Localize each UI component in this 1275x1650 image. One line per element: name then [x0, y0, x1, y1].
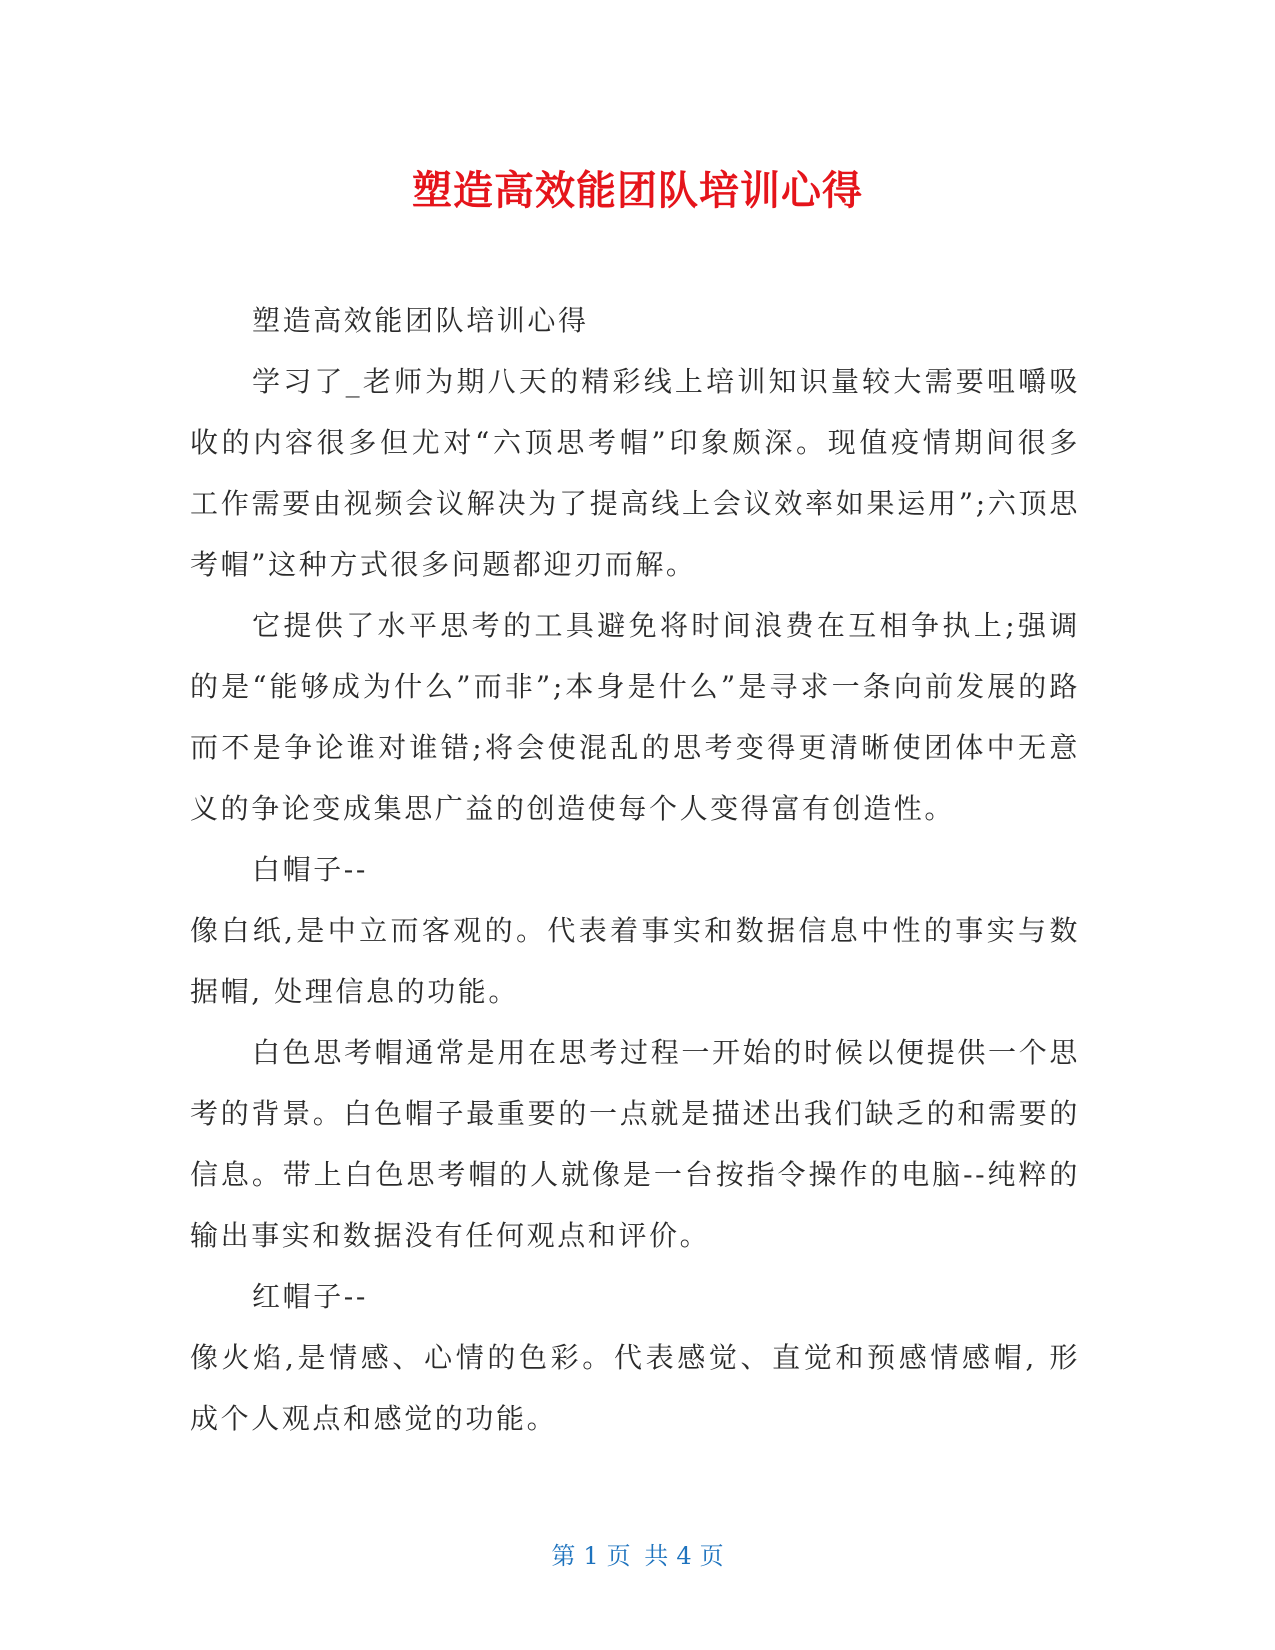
document-title: 塑造高效能团队培训心得	[412, 168, 863, 214]
page-number-footer	[0, 1540, 1275, 1572]
paragraph-white-hat-usage: 白色思考帽通常是用在思考过程一开始的时候以便提供一个思考的背景。白色帽子最重要的一点就是描述出我们缺乏的和需要的信息。带上白色思考帽的人就像是一台按指令操作的电脑--纯粹的输出事实和数据没有任何观点和评价。	[190, 1036, 1080, 1252]
footer-mid: 页 共	[606, 1542, 669, 1570]
paragraph-method: 它提供了水平思考的工具避免将时间浪费在互相争执上;强调的是“能够成为什么”而非”;本身是什么”是寻求一条向前发展的路而不是争论谁对谁错;将会使混乱的思考变得更清晰使团体中无意义的争论变成集思广益的创造使每个人变得富有创造性。	[190, 609, 1080, 825]
footer-suffix: 页	[699, 1542, 724, 1570]
footer-prefix: 第	[551, 1542, 576, 1570]
paragraph-red-hat-heading: 红帽子--	[252, 1280, 368, 1313]
paragraph-intro: 学习了_老师为期八天的精彩线上培训知识量较大需要咀嚼吸收的内容很多但尤对“六顶思考帽”印象颇深。现值疫情期间很多工作需要由视频会议解决为了提高线上会议效率如果运用”;六顶思考帽”这种方式很多问题都迎刃而解。	[190, 365, 1080, 581]
paragraph-white-hat-heading: 白帽子--	[252, 853, 368, 886]
document-body	[190, 290, 1080, 1449]
footer-current-page: 1	[583, 1542, 599, 1570]
footer-total-pages: 4	[676, 1542, 692, 1570]
paragraph-white-hat-desc: 像白纸,是中立而客观的。代表着事实和数据信息中性的事实与数据帽, 处理信息的功能。	[190, 914, 1080, 1008]
paragraph-heading: 塑造高效能团队培训心得	[252, 304, 589, 337]
paragraph-red-hat-desc: 像火焰,是情感、心情的色彩。代表感觉、直觉和预感情感帽, 形成个人观点和感觉的功能。	[190, 1341, 1080, 1435]
